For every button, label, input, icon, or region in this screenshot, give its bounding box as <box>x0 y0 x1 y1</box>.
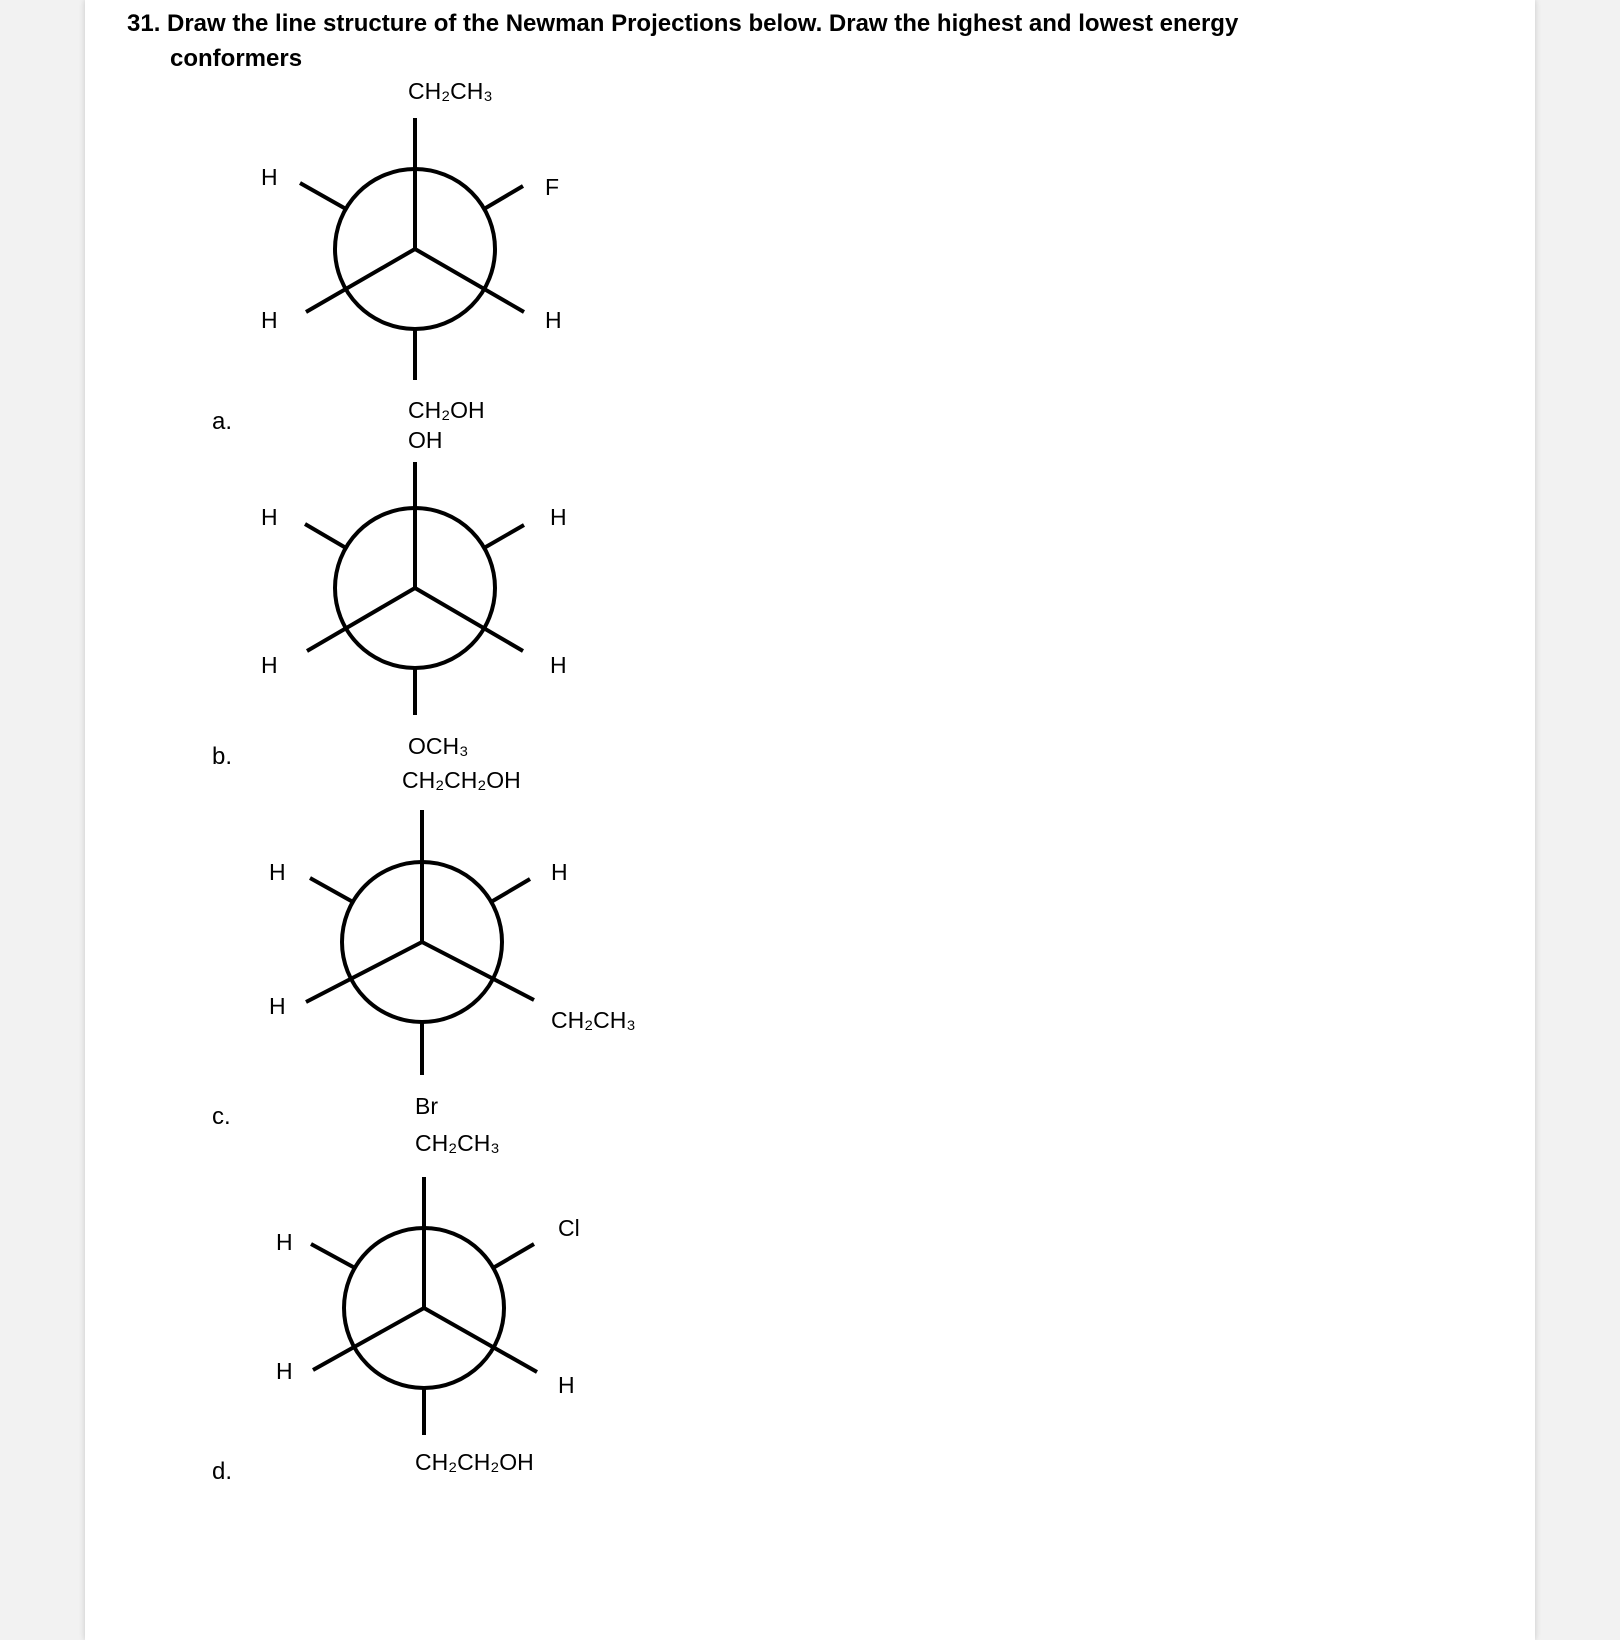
group-label-a-upper-right: F <box>545 174 560 200</box>
front-bond-lower-left-d <box>313 1308 424 1370</box>
group-label-c-lower-left: H <box>269 993 286 1019</box>
back-bond-upper-right-b <box>484 525 524 548</box>
question-text-line2: conformers <box>170 45 303 72</box>
group-label-d-top: CH₂CH₃ <box>415 1130 500 1156</box>
group-label-c-lower-right: CH₂CH₃ <box>551 1007 636 1033</box>
question-text-line1: Draw the line structure of the Newman Projections below. Draw the highest and lowest energy <box>167 10 1239 37</box>
front-bond-lower-left-b <box>307 588 415 651</box>
back-bond-upper-left-a <box>300 183 346 209</box>
part-label-a: a. <box>212 408 233 435</box>
group-label-b-bottom: OCH₃ <box>408 733 469 759</box>
group-label-c-bottom: Br <box>415 1093 438 1119</box>
newman-projection-c <box>306 810 534 1075</box>
group-label-b-upper-left: H <box>261 504 278 530</box>
group-label-c-top: CH₂CH₂OH <box>402 767 521 793</box>
group-label-a-bottom: CH₂OH <box>408 397 485 423</box>
back-bond-upper-left-d <box>311 1244 355 1268</box>
group-label-b-top: OH <box>408 427 443 453</box>
group-label-a-lower-right: H <box>545 307 562 333</box>
group-label-a-lower-left: H <box>261 307 278 333</box>
back-bond-upper-right-a <box>484 186 523 209</box>
part-label-c: c. <box>212 1103 231 1130</box>
group-label-a-top: CH₂CH₃ <box>408 78 493 104</box>
newman-projection-a <box>300 118 524 380</box>
back-bond-upper-left-c <box>310 878 353 902</box>
part-label-d: d. <box>212 1458 233 1485</box>
back-bond-upper-right-d <box>493 1244 534 1268</box>
question-number: 31. <box>127 10 161 37</box>
group-label-d-upper-left: H <box>276 1229 293 1255</box>
group-label-b-lower-right: H <box>550 652 567 678</box>
back-bond-upper-right-c <box>491 879 530 902</box>
front-bond-lower-left-c <box>306 942 422 1002</box>
group-label-d-lower-left: H <box>276 1358 293 1384</box>
group-label-c-upper-right: H <box>551 859 568 885</box>
group-label-b-upper-right: H <box>550 504 567 530</box>
part-label-b: b. <box>212 743 233 770</box>
front-bond-lower-right-b <box>415 588 523 651</box>
front-bond-lower-right-a <box>415 249 524 312</box>
front-bond-lower-right-c <box>422 942 534 1000</box>
group-label-d-lower-right: H <box>558 1372 575 1398</box>
group-label-a-upper-left: H <box>261 164 278 190</box>
newman-projection-b <box>305 462 524 715</box>
group-label-d-bottom: CH₂CH₂OH <box>415 1449 534 1475</box>
group-label-c-upper-left: H <box>269 859 286 885</box>
front-bond-lower-left-a <box>306 249 415 312</box>
back-bond-upper-left-b <box>305 524 346 548</box>
group-label-b-lower-left: H <box>261 652 278 678</box>
group-label-d-upper-right: Cl <box>558 1215 580 1241</box>
newman-projection-d <box>311 1177 537 1435</box>
